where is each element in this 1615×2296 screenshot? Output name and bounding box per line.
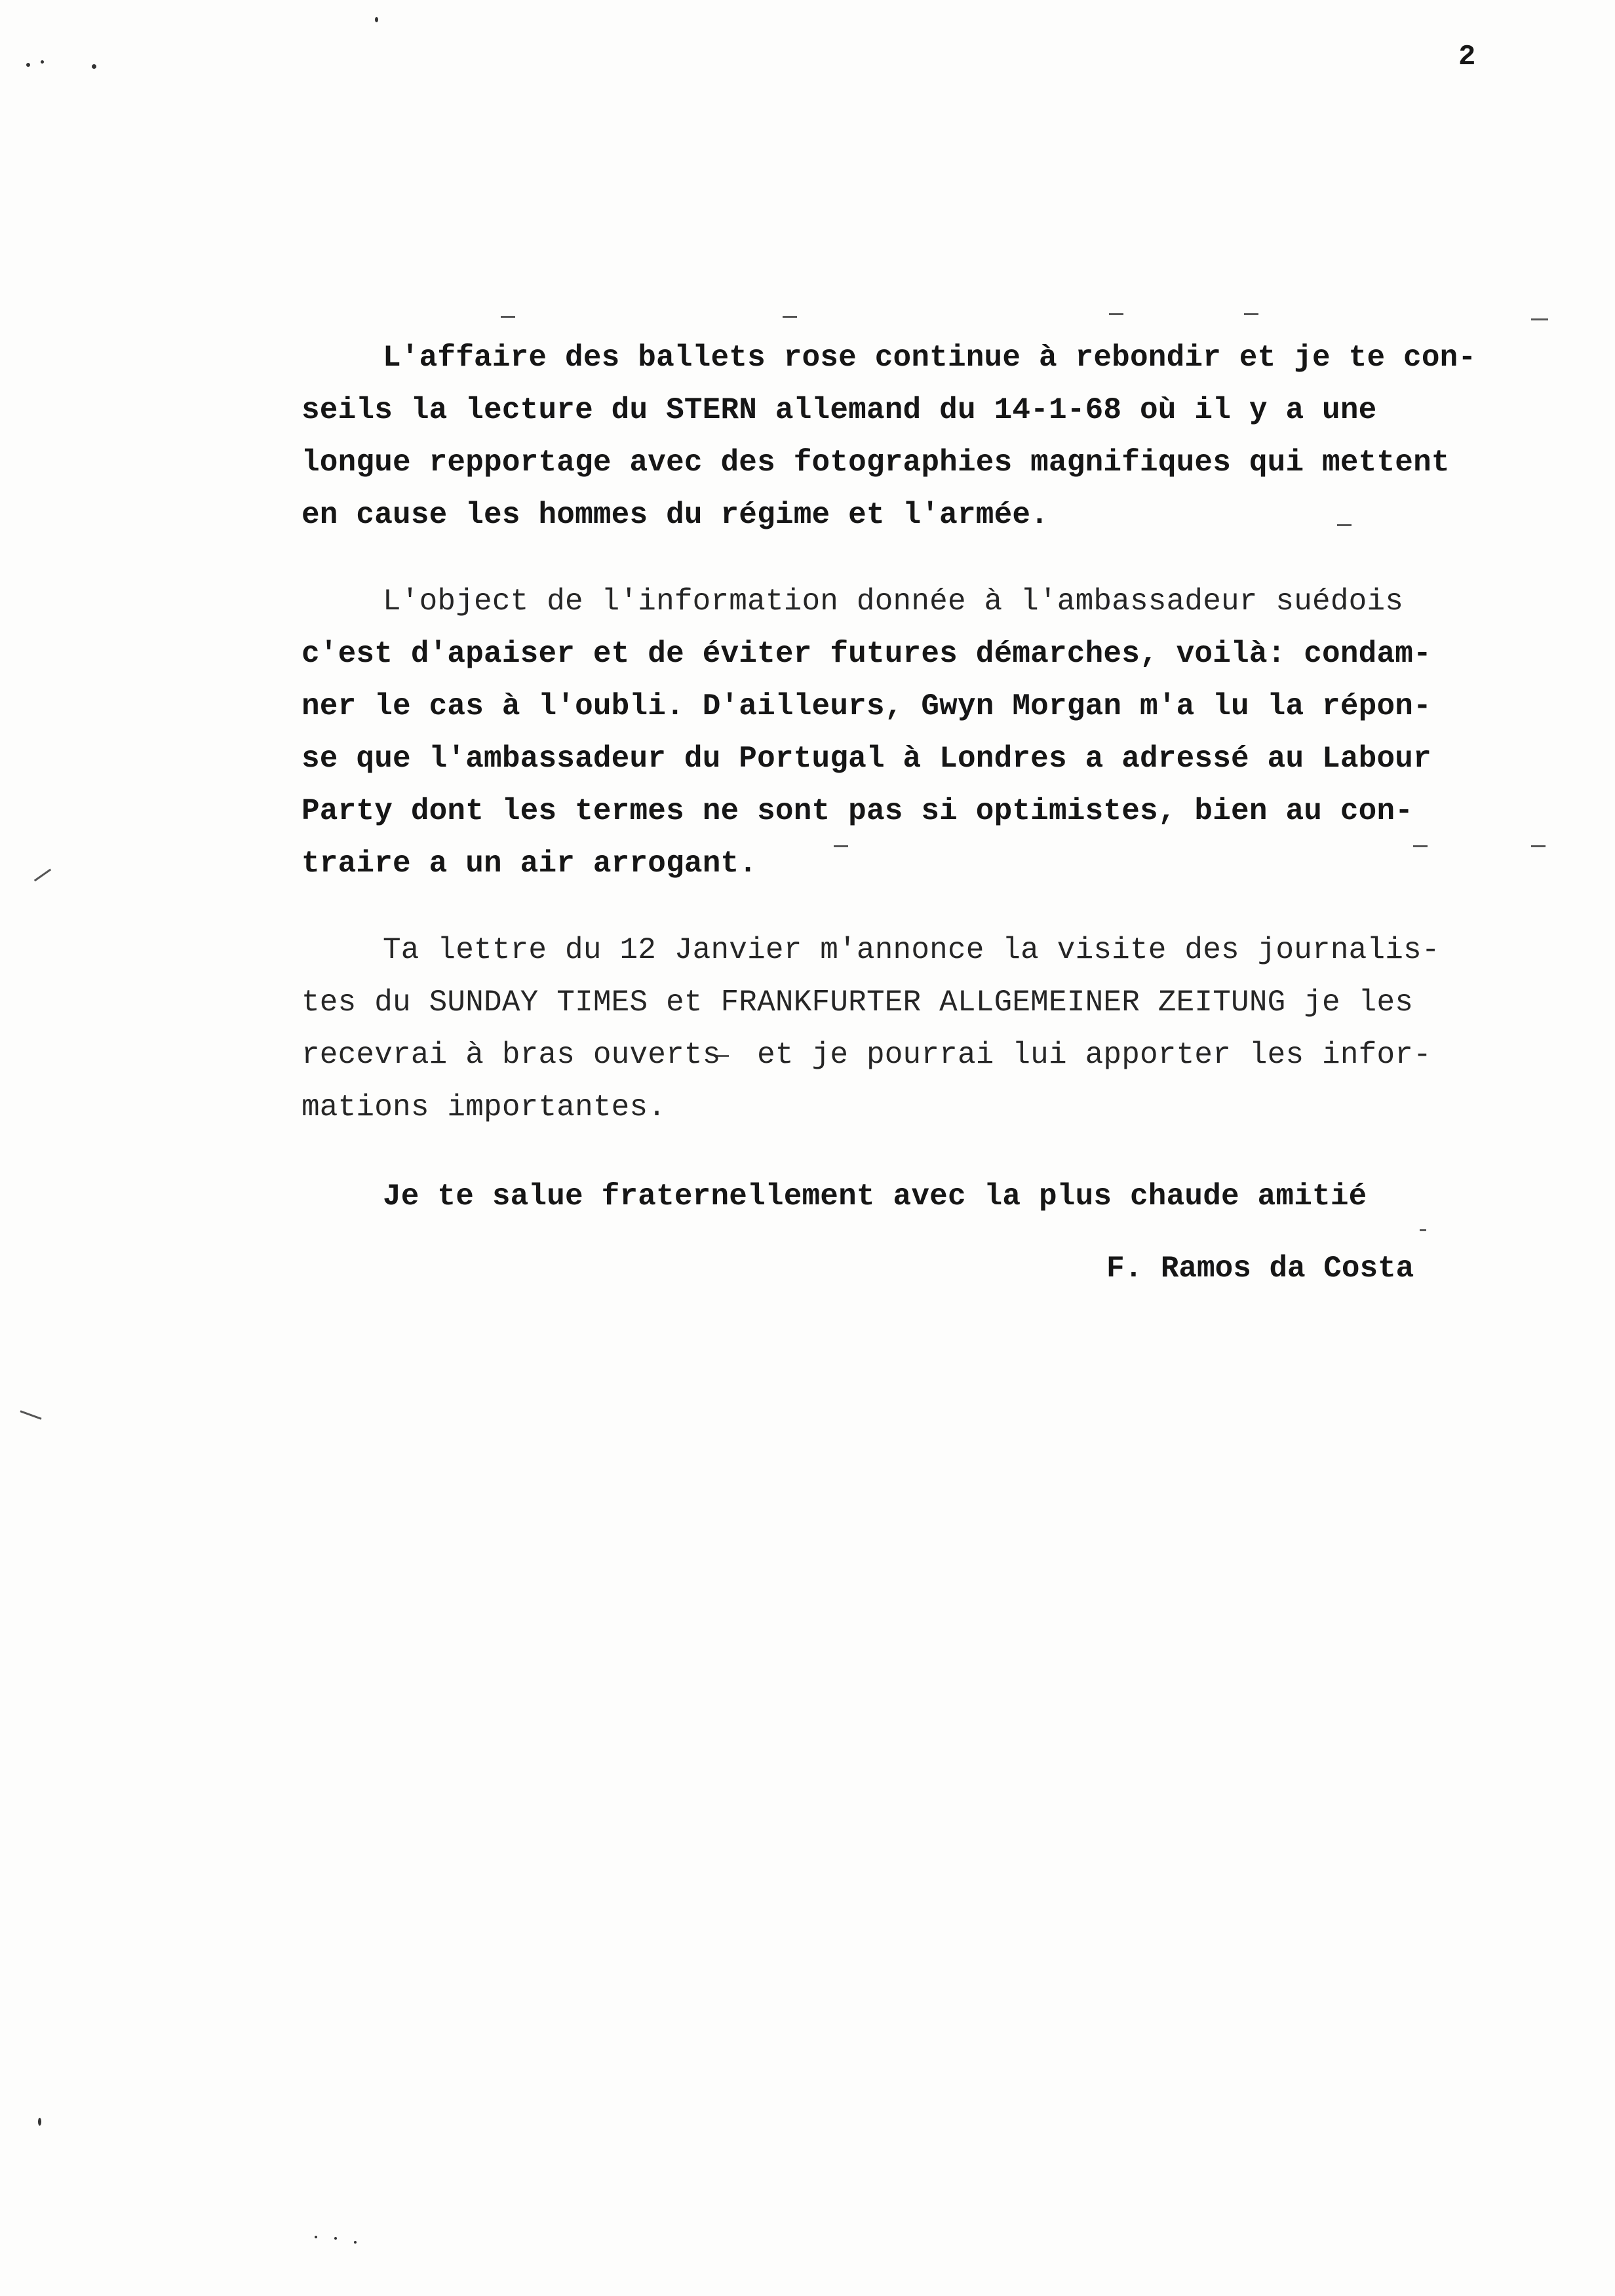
paragraph-1 (302, 332, 1580, 541)
text-line: se que l'ambassadeur du Portugal à Londres a adressé au Labour (302, 742, 1431, 776)
scan-mark (1109, 313, 1123, 315)
scan-mark (1420, 1229, 1426, 1231)
signature: F. Ramos da Costa (1106, 1252, 1414, 1286)
scan-speck (38, 2118, 41, 2126)
paragraph-2 (302, 575, 1580, 890)
text-line: mations importantes. (302, 1090, 667, 1124)
text-line: en cause les hommes du régime et l'armée. (302, 498, 1049, 532)
scan-speck (92, 64, 96, 69)
scan-mark (501, 316, 515, 318)
text-line: Je te salue fraternellement avec la plus chaude amitié (383, 1179, 1367, 1214)
page-number: 2 (1458, 41, 1477, 73)
closing-salutation (302, 1170, 1580, 1223)
scan-speck (334, 2237, 337, 2240)
text-line: L'object de l'information donnée à l'ambassadeur suédois (383, 584, 1404, 619)
text-line: traire a un air arrogant. (302, 847, 758, 881)
scan-mark (1531, 318, 1548, 320)
scan-speck (354, 2241, 357, 2244)
text-line: c'est d'apaiser et de éviter futures démarches, voilà: condam- (302, 637, 1431, 671)
scan-speck (26, 63, 30, 67)
text-line: longue repportage avec des fotographies magnifiques qui mettent (302, 446, 1450, 480)
text-line: Ta lettre du 12 Janvier m'annonce la visite des journalis- (383, 933, 1440, 967)
scan-speck (41, 60, 44, 64)
scan-mark (20, 1410, 42, 1419)
paragraph-3 (302, 924, 1580, 1134)
scan-mark (34, 869, 51, 882)
scan-speck (375, 17, 378, 22)
text-line: seils la lecture du STERN allemand du 14-1-68 où il y a une (302, 393, 1377, 427)
letter-body (302, 332, 1580, 1223)
scan-mark (783, 316, 797, 318)
text-line: L'affaire des ballets rose continue à rebondir et je te con- (383, 341, 1477, 375)
text-line: tes du SUNDAY TIMES et FRANKFURTER ALLGEMEINER ZEITUNG je les (302, 985, 1414, 1020)
scan-speck (315, 2236, 317, 2238)
text-line: recevrai à bras ouverts et je pourrai lui apporter les infor- (302, 1038, 1431, 1072)
text-line: ner le cas à l'oubli. D'ailleurs, Gwyn Morgan m'a lu la répon- (302, 689, 1431, 723)
text-line: Party dont les termes ne sont pas si optimistes, bien au con- (302, 794, 1414, 828)
scan-mark (1244, 313, 1258, 315)
